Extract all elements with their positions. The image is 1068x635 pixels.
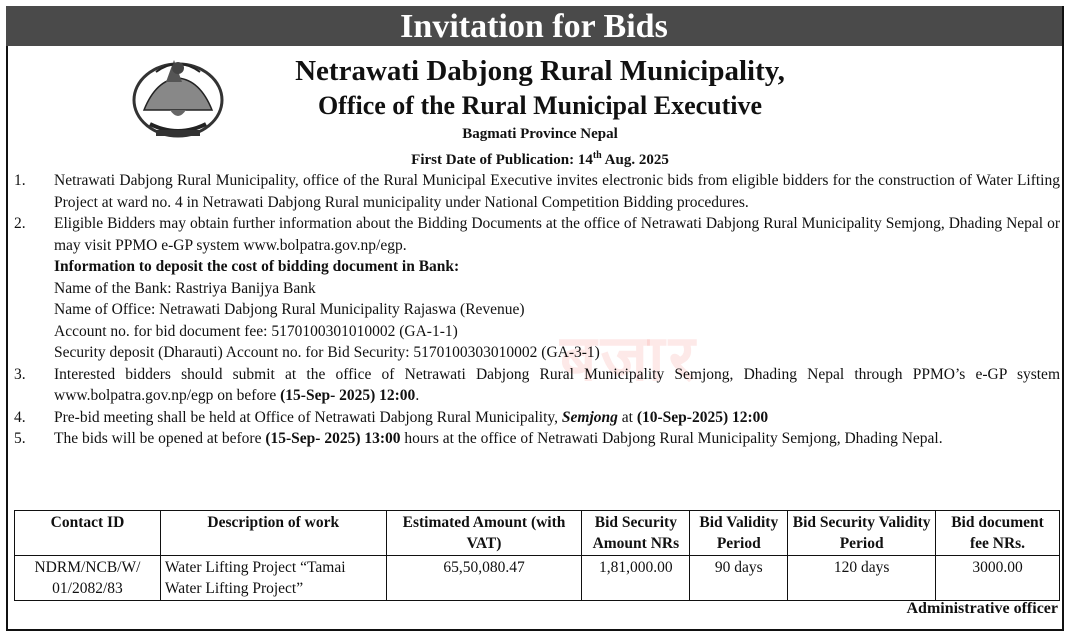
- header-bid-security: Bid Security Amount NRs: [582, 511, 690, 556]
- header-contact-id: Contact ID: [15, 511, 161, 556]
- security-account: Security deposit (Dharauti) Account no. for Bid Security: 5170100303010002 (GA-3-1): [54, 344, 600, 361]
- office-name: Office of the Rural Municipal Executive: [317, 91, 763, 120]
- publication-date: First Date of Publication: 14th Aug. 2025: [411, 150, 669, 168]
- list-item: 5. The bids will be opened at before (15-Sep- 2025) 13:00 hours at the office of Netrawati Dabjong Rural Municipality Semjong, Dhading Nepal.: [14, 430, 943, 447]
- cell-estimated-amount: 65,50,080.47: [386, 556, 582, 601]
- bank-name: Name of the Bank: Rastriya Banijya Bank: [54, 279, 316, 297]
- list-item: 3. Interested bidders should submit at the office of Netrawati Dabjong Rural Municipality Semjong, Dhading Nepal through PPMO’s e-GP system www.bolpatra.gov.np/egp on before (15-Sep- 2025) 12:00.: [14, 365, 1060, 404]
- header-document-fee: Bid document fee NRs.: [936, 511, 1060, 556]
- header-description: Description of work: [160, 511, 386, 556]
- fee-account: Account no. for bid document fee: 5170100301010002 (GA-1-1): [54, 322, 458, 340]
- cell-document-fee: 3000.00: [936, 556, 1060, 601]
- signature: Administrative officer: [906, 600, 1058, 617]
- list-item: 2. Eligible Bidders may obtain further information about the Bidding Documents at the office of Netrawati Dabjong Rural Municipality Semjong, Dhading Nepal or may visit PPMO e-GP system www.bolpatra.gov.np/egp.: [14, 215, 1060, 254]
- header-bid-validity: Bid Validity Period: [690, 511, 788, 556]
- cell-contact-id: NDRM/NCB/W/ 01/2082/83: [15, 556, 161, 601]
- table-header-row: [15, 511, 1060, 556]
- org-name: Netrawati Dabjong Rural Municipality,: [295, 55, 785, 87]
- bank-heading: Information to deposit the cost of bidding document in Bank:: [54, 258, 460, 275]
- table-row: [15, 556, 1060, 601]
- bid-items: [14, 170, 1060, 450]
- province: Bagmati Province Nepal: [462, 126, 618, 142]
- office-account-name: Name of Office: Netrawati Dabjong Rural Municipality Rajaswa (Revenue): [54, 301, 525, 318]
- header-estimated-amount: Estimated Amount (with VAT): [386, 511, 582, 556]
- cell-description: Water Lifting Project “Tamai Water Lifting Project”: [160, 556, 386, 601]
- nepal-emblem-icon: [126, 50, 230, 146]
- cell-bid-security: 1,81,000.00: [582, 556, 690, 601]
- cell-bid-validity: 90 days: [690, 556, 788, 601]
- watermark: बजार: [560, 323, 699, 394]
- list-item: 1. Netrawati Dabjong Rural Municipality, office of the Rural Municipal Executive invites electronic bids from eligible bidders for the construction of Water Lifting Project at ward no. 4 in Netrawati Dabjong Rural municipality under National Competition Bidding procedures.: [14, 172, 1060, 211]
- header-security-validity: Bid Security Validity Period: [788, 511, 936, 556]
- cell-security-validity: 120 days: [788, 556, 936, 601]
- bid-table: [14, 510, 1060, 601]
- banner-title: Invitation for Bids: [6, 6, 1062, 46]
- list-item: 4. Pre-bid meeting shall be held at Office of Netrawati Dabjong Rural Municipality, Semjong at (10-Sep-2025) 12:00: [14, 408, 769, 426]
